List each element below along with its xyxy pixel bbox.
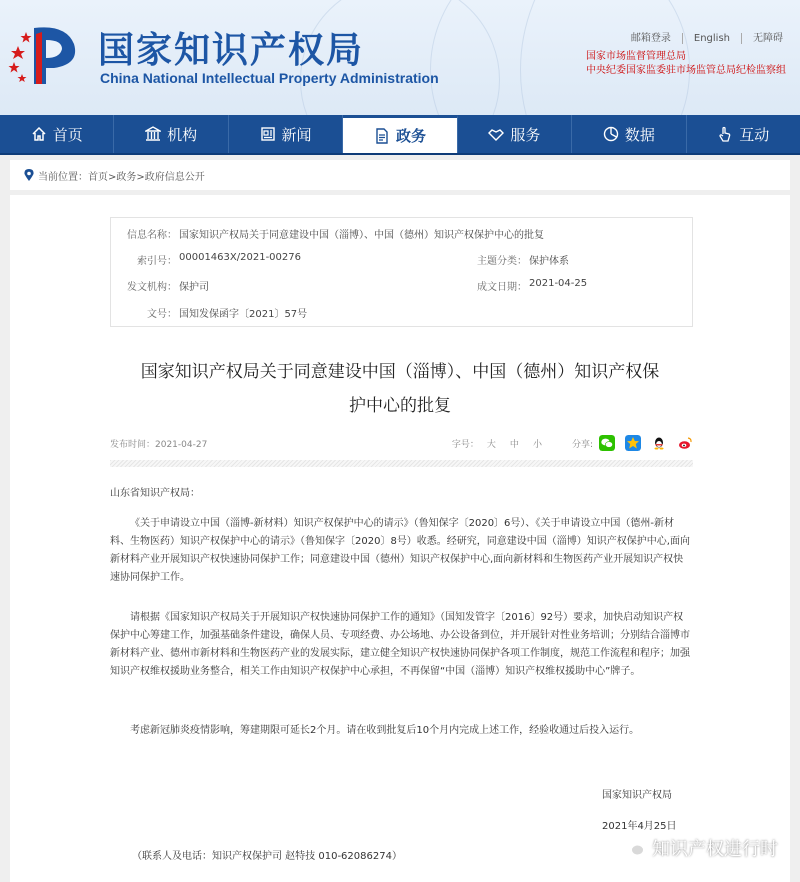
info-date-value: 2021-04-25	[529, 278, 588, 289]
info-index-value: 00001463X/2021-00276	[179, 252, 301, 263]
breadcrumb-prefix: 当前位置：	[38, 171, 88, 183]
info-issuer-label: 发文机构：	[127, 282, 177, 293]
mail-login-link[interactable]: 邮箱登录	[630, 33, 671, 44]
nav-item-institutions[interactable]	[114, 115, 228, 153]
wechat-watermark	[622, 835, 778, 861]
info-topic-label: 主题分类：	[477, 256, 527, 267]
nav-item-data[interactable]	[572, 115, 686, 153]
building-icon	[145, 126, 161, 142]
font-size-label: 字号：	[451, 439, 479, 450]
nav-item-label: 新闻	[281, 125, 312, 144]
info-index-label: 索引号：	[137, 256, 177, 267]
info-docno-value: 国知发保函字〔2021〕57号	[179, 309, 308, 320]
nav-item-interaction[interactable]	[687, 115, 800, 153]
font-size-large-button[interactable]: 大	[486, 439, 496, 450]
salutation: 山东省知识产权局：	[110, 488, 200, 499]
publish-date: 发布时间：2021-04-27	[110, 439, 208, 450]
logo-english-name[interactable]: China National Intellectual Property Administration	[100, 70, 439, 86]
document-title-line-1: 国家知识产权局关于同意建设中国（淄博）、中国（德州）知识产权保	[140, 362, 660, 382]
share-buttons	[599, 435, 693, 451]
location-pin-icon	[24, 169, 34, 181]
section-divider	[110, 460, 693, 467]
logo-chinese-name[interactable]: 国家知识产权局	[98, 30, 365, 71]
info-docno-label: 文号：	[147, 309, 177, 320]
info-name-value: 国家知识产权局关于同意建设中国（淄博）、中国（德州）知识产权保护中心的批复	[179, 230, 544, 241]
wechat-official-icon	[622, 837, 646, 859]
article-panel	[10, 195, 790, 882]
cnipa-logo-icon[interactable]	[8, 18, 88, 90]
info-topic-value: 保护体系	[529, 256, 569, 267]
nav-item-label: 服务	[510, 125, 541, 144]
paragraph-1: 《关于申请设立中国（淄博-新材料）知识产权保护中心的请示》（鲁知保字〔2020〕6号）、《关于申请设立中国（德州-新材料、生物医药）知识产权保护中心的请示》（鲁知保字〔2020〕8号）收悉。经研究，同意建设中国（淄博）知识产权保护中心,面向新材料产业开展知识产权快速协同保护工作；同意建设中国（德州）知识产权保护中心,面向新材料和生物医药产业开展知识产权快速协同保护工作。	[110, 518, 690, 583]
info-name-label: 信息名称：	[127, 230, 177, 241]
font-size-small-button[interactable]: 小	[532, 439, 542, 450]
handshake-icon	[488, 126, 504, 142]
wechat-icon[interactable]	[599, 435, 615, 451]
document-title	[90, 355, 710, 423]
breadcrumb	[10, 160, 790, 190]
font-size-options	[487, 437, 542, 450]
nav-item-label: 机构	[167, 125, 198, 144]
qzone-icon[interactable]	[625, 435, 641, 451]
weibo-icon[interactable]	[677, 435, 693, 451]
breadcrumb-path[interactable]: 首页>政务>政府信息公开	[88, 171, 205, 183]
nav-item-label: 政务	[395, 127, 426, 145]
signature-date: 2021年4月25日	[602, 821, 677, 832]
nav-item-label: 首页	[52, 125, 83, 144]
signature-org: 国家知识产权局	[602, 790, 672, 801]
info-metadata-box	[110, 217, 693, 327]
nav-item-services[interactable]	[458, 115, 572, 153]
samr-link[interactable]: 国家市场监督管理总局	[586, 51, 686, 62]
paragraph-3: 考虑新冠肺炎疫情影响，筹建期限可延长2个月。请在收到批复后10个月内完成上述工作，经验收通过后投入运行。	[130, 725, 640, 736]
nav-item-government-affairs[interactable]	[343, 115, 457, 153]
info-issuer-value: 保护司	[179, 282, 209, 293]
nav-item-news[interactable]	[229, 115, 343, 153]
contact-info: （联系人及电话：知识产权保护司 赵特技 010-62086274）	[132, 851, 402, 862]
hand-pointer-icon	[717, 126, 733, 142]
pie-chart-icon	[603, 126, 619, 142]
font-size-medium-button[interactable]: 中	[509, 439, 519, 450]
nav-item-label: 数据	[624, 125, 655, 144]
discipline-group-link[interactable]: 中央纪委国家监委驻市场监管总局纪检监察组	[586, 65, 786, 76]
english-link[interactable]: English	[682, 33, 741, 44]
main-nav	[0, 115, 800, 155]
accessibility-link[interactable]: 无障碍	[741, 33, 794, 44]
share-label: 分享:	[571, 439, 593, 450]
news-icon	[260, 126, 276, 142]
paragraph-2: 请根据《国家知识产权局关于开展知识产权快速协同保护工作的通知》（国知发管字〔2016〕92号）要求，加快启动知识产权保护中心筹建工作，加强基础条件建设，确保人员、专项经费、办公场地、办公设备到位，并开展针对性业务培训；分别结合淄博市新材料产业、德州市新材料和生物医药产业的发展实际，建立健全知识产权快速协同保护各项工作制度，规范工作流程和程序；加强知识产权维权援助业务整合，相关工作由知识产权保护中心承担，不再保留“中国（淄博）知识产权维权援助中心”牌子。	[110, 612, 690, 677]
nav-item-label: 互动	[739, 125, 770, 144]
info-date-label: 成文日期：	[477, 282, 527, 293]
site-header	[0, 0, 800, 115]
top-links	[620, 33, 794, 44]
watermark-text: 知识产权进行时	[652, 839, 778, 860]
qq-icon[interactable]	[651, 435, 667, 451]
nav-item-home[interactable]	[0, 115, 114, 153]
home-icon	[31, 126, 47, 142]
document-title-line-2: 护中心的批复	[349, 396, 451, 416]
document-meta-bar	[110, 433, 693, 453]
document-icon	[374, 128, 390, 144]
parent-org-links	[586, 50, 786, 78]
